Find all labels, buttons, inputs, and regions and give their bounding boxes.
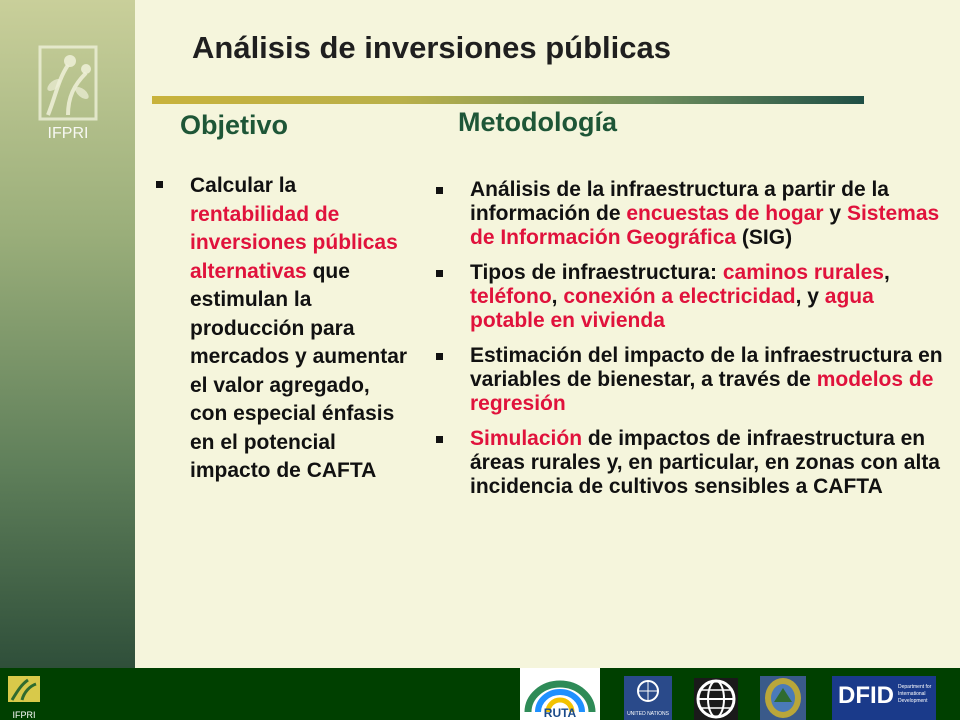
highlighted-text: modelos de regresión	[470, 368, 934, 415]
globe-icon	[694, 678, 738, 720]
sidebar	[0, 0, 135, 668]
highlighted-text: Simulación	[470, 427, 583, 450]
highlighted-text: agua potable en vivienda	[470, 285, 874, 332]
bullet-item	[436, 344, 948, 416]
bullet-text: ,	[883, 261, 890, 284]
bullet-square-icon	[436, 353, 443, 360]
dfid-logo	[832, 676, 936, 720]
dfid-logo-subtext: Department for International Development	[898, 684, 932, 704]
methodology-heading: Metodología	[458, 107, 617, 137]
bullet-square-icon	[436, 436, 443, 443]
objective-heading: Objetivo	[180, 110, 289, 140]
bullet-square-icon	[156, 181, 163, 188]
world-bank-logo	[694, 678, 738, 720]
bullet-square-icon	[436, 187, 443, 194]
title-divider	[152, 96, 864, 104]
bullet-text: Estimación del impacto de la infraestructura en variables de bienestar, a través de	[470, 344, 943, 391]
shield-emblem-icon	[760, 676, 806, 720]
ifpri-logo	[38, 45, 98, 145]
bullet-text: Análisis de la infraestructura a partir de la información de	[470, 178, 889, 225]
bullet-item	[156, 172, 412, 486]
highlighted-text: conexión a electricidad	[563, 285, 796, 308]
bullet-text: y	[823, 202, 847, 225]
bullet-text: , y	[795, 285, 825, 308]
ruta-logo-text: RUTA	[543, 706, 577, 720]
bullet-text: (SIG)	[736, 226, 793, 249]
un-emblem-icon	[624, 676, 672, 706]
ifpri-footer-leaf-icon	[6, 674, 42, 704]
page-title: Análisis de inversiones públicas	[192, 30, 671, 65]
bullet-text: Tipos de infraestructura:	[470, 261, 723, 284]
highlighted-text: encuestas de hogar	[626, 202, 824, 225]
ifpri-logo-text: IFPRI	[47, 125, 89, 142]
ifpri-footer-logo	[6, 674, 42, 720]
highlighted-text: rentabilidad de inversiones públicas alternativas	[190, 202, 398, 283]
highlighted-text: caminos rurales	[722, 261, 884, 284]
bullet-item	[436, 427, 948, 499]
bullet-text: Calcular la	[190, 174, 297, 197]
highlighted-text: teléfono	[470, 285, 552, 308]
undp-logo	[624, 676, 672, 720]
undp-logo-text: UNITED NATIONS	[627, 711, 669, 717]
ifpri-footer-text: IFPRI	[12, 710, 36, 720]
bullet-square-icon	[436, 270, 443, 277]
bullet-item	[436, 261, 948, 333]
objective-list	[156, 172, 412, 486]
ifpri-leaf-icon	[38, 45, 98, 123]
emblem-logo	[760, 676, 806, 720]
footer-bar	[0, 668, 960, 720]
ruta-logo	[520, 668, 600, 720]
bullet-text: ,	[551, 285, 564, 308]
highlighted-text: Sistemas de Información Geográfica	[470, 202, 940, 249]
dfid-logo-text: DFID	[838, 682, 894, 709]
methodology-list	[436, 178, 948, 510]
bullet-item	[436, 178, 948, 250]
bullet-text: de impactos de infraestructura en áreas rurales y, en particular, en zonas con alta incidencia de cultivos sensibles a CAFTA	[470, 427, 940, 498]
bullet-text: que estimulan la producción para mercados y aumentar el valor agregado, con especial énfasis en el potencial impacto de CAFTA	[190, 259, 408, 482]
